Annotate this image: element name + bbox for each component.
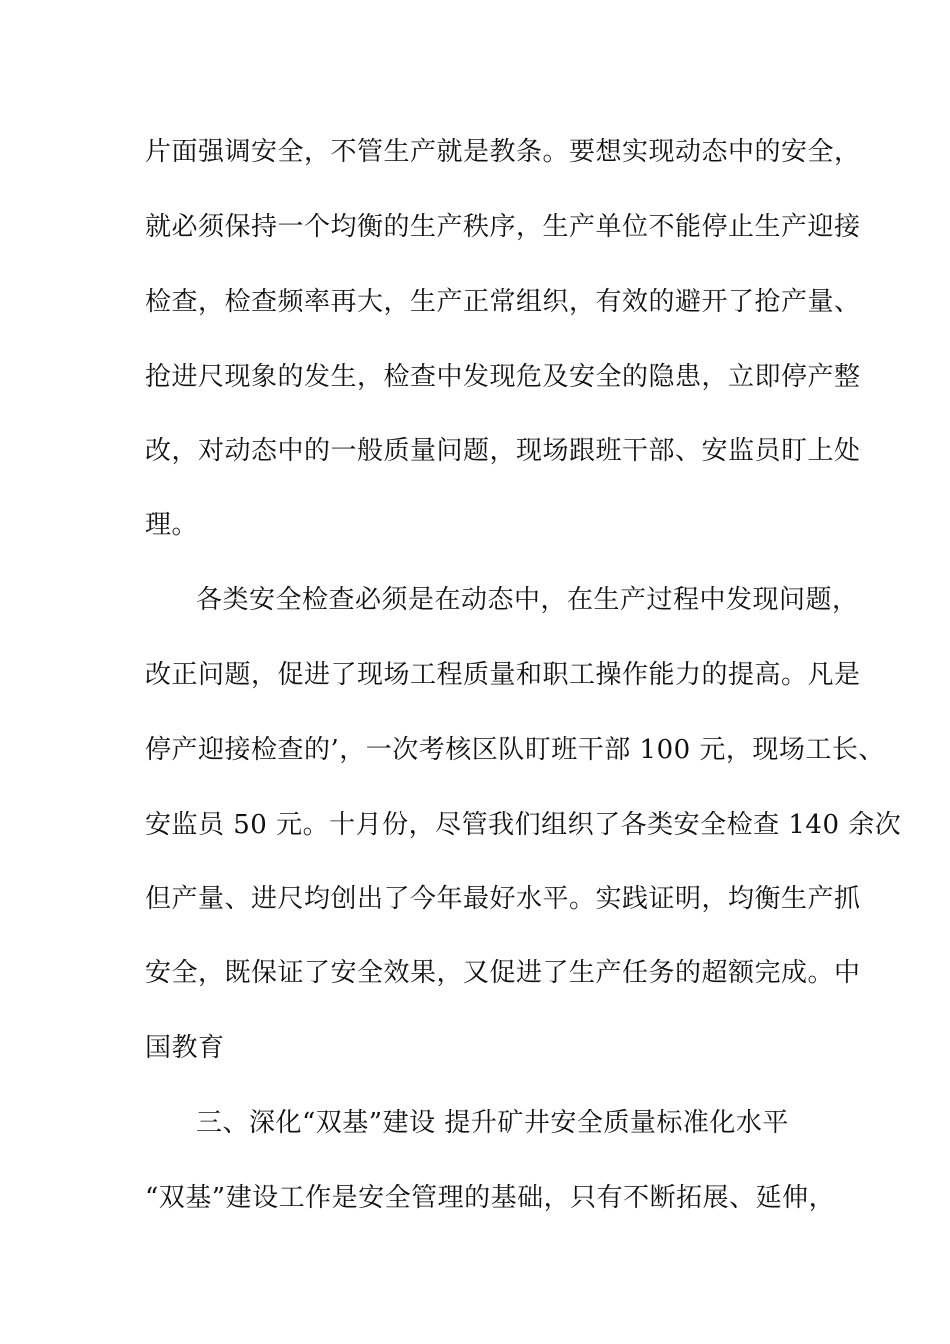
text-line: 就必须保持一个均衡的生产秩序，生产单位不能停止生产迎接: [145, 212, 861, 242]
text-line: “双基”建设工作是安全管理的基础，只有不断拓展、延伸，: [145, 1183, 836, 1213]
text-line: 停产迎接检查的’，一次考核区队盯班干部 100 元，现场工长、: [145, 735, 885, 765]
text-line: 安全，既保证了安全效果，又促进了生产任务的超额完成。中: [145, 958, 861, 988]
text-line: 安监员 50 元。十月份，尽管我们组织了各类安全检查 140 余次: [145, 810, 902, 840]
text-line: 各类安全检查必须是在动态中，在生产过程中发现问题，: [196, 585, 859, 615]
text-line: 但产量、进尺均创出了今年最好水平。实践证明，均衡生产抓: [145, 884, 861, 914]
section-heading: 三、深化“双基”建设 提升矿井安全质量标准化水平: [196, 1108, 789, 1138]
text-line: 改正问题，促进了现场工程质量和职工操作能力的提高。凡是: [145, 660, 861, 690]
text-line: 片面强调安全，不管生产就是教条。要想实现动态中的安全，: [145, 137, 861, 167]
text-line: 改，对动态中的一般质量问题，现场跟班干部、安监员盯上处: [145, 436, 861, 466]
text-line: 理。: [145, 510, 199, 540]
text-line: 检查，检查频率再大，生产正常组织，有效的避开了抢产量、: [145, 287, 861, 317]
text-line: 抢进尺现象的发生，检查中发现危及安全的隐患，立即停产整: [145, 362, 861, 392]
text-line: 国教育: [145, 1033, 225, 1063]
